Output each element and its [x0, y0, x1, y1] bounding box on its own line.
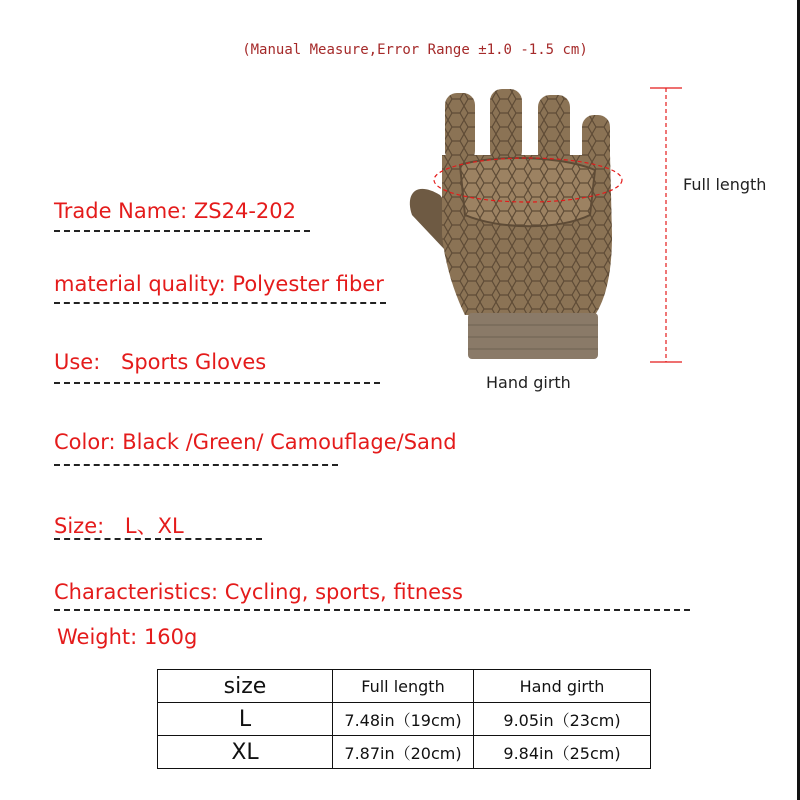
table-header-cell: Full length [333, 670, 474, 703]
measurement-note: (Manual Measure,Error Range ±1.0 -1.5 cm) [242, 42, 588, 58]
spec-label: Characteristics: [54, 580, 219, 604]
spec-value: Sports Gloves [121, 350, 267, 374]
spec-material [54, 272, 384, 296]
table-cell: 9.84in（25cm) [474, 736, 651, 769]
table-header-row [158, 670, 651, 703]
spec-value: Black /Green/ Camouflage/Sand [122, 430, 457, 454]
table-header-cell: Hand girth [474, 670, 651, 703]
table-cell: 7.87in（20cm) [333, 736, 474, 769]
spec-value: L、XL [124, 514, 184, 538]
spec-label: material quality: [54, 272, 226, 296]
spec-use [54, 350, 266, 374]
table-cell: XL [158, 736, 333, 769]
dashed-underline [54, 382, 380, 384]
spec-label: Size: [54, 514, 105, 538]
size-table [157, 669, 651, 769]
dashed-underline [54, 538, 262, 540]
spec-value: Cycling, sports, fitness [224, 580, 463, 604]
spec-value: Polyester fiber [232, 272, 384, 296]
spec-size [54, 510, 184, 540]
dashed-underline [54, 609, 690, 611]
spec-value: 160g [143, 625, 198, 649]
table-cell: 7.48in（19cm) [333, 703, 474, 736]
hand-girth-label: Hand girth [486, 373, 571, 392]
spec-label: Color: [54, 430, 116, 454]
table-row [158, 703, 651, 736]
spec-characteristics [54, 580, 463, 604]
table-header-cell: size [158, 670, 333, 703]
wrist-cuff [468, 313, 598, 359]
glove-illustration [400, 85, 640, 375]
full-length-label: Full length [683, 175, 767, 194]
spec-trade-name [54, 199, 296, 223]
full-length-guide [646, 84, 686, 368]
dashed-underline [54, 302, 386, 304]
dashed-underline [54, 230, 310, 232]
spec-value: ZS24-202 [193, 199, 296, 223]
table-row [158, 736, 651, 769]
dashed-underline [54, 464, 338, 466]
spec-label: Weight: [57, 625, 138, 649]
spec-label: Trade Name: [54, 199, 188, 223]
table-cell: 9.05in（23cm) [474, 703, 651, 736]
spec-weight [57, 625, 197, 649]
spec-color [54, 430, 457, 454]
spec-label: Use: [54, 350, 101, 374]
table-cell: L [158, 703, 333, 736]
